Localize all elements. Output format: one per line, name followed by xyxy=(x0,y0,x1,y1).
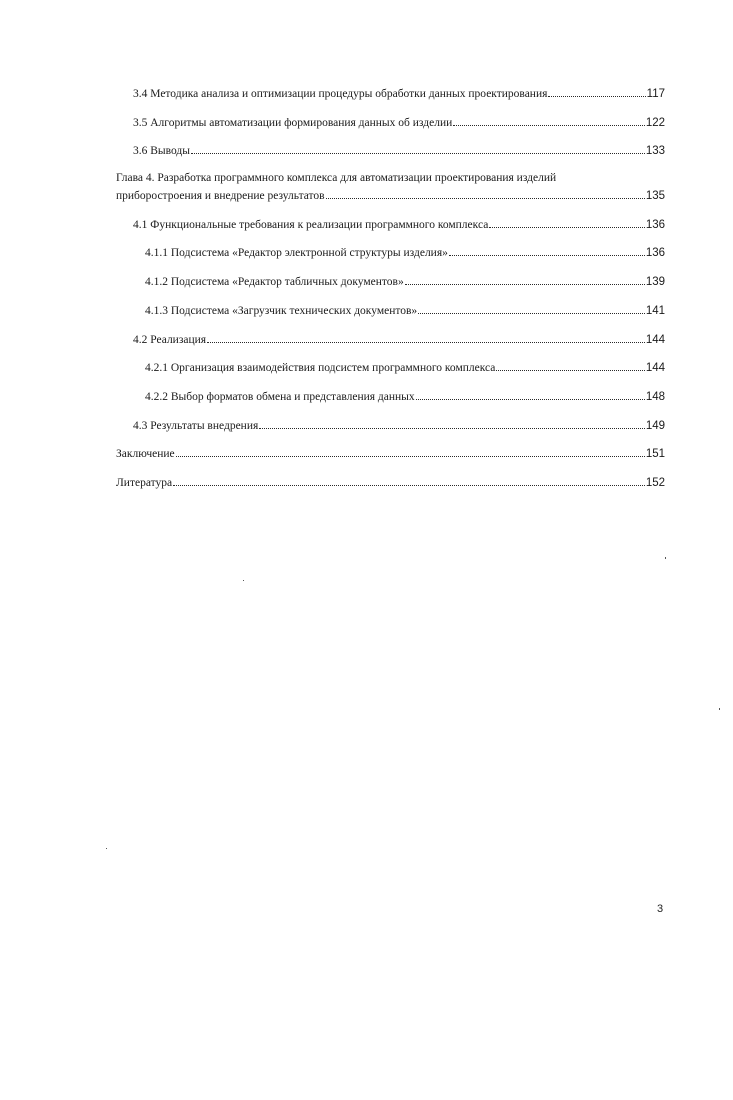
toc-entry-page: 152 xyxy=(645,477,665,489)
toc-entry-title-line1: Глава 4. Разработка программного комплекса для автоматизации проектирования изделий xyxy=(116,172,557,184)
toc-entry xyxy=(145,390,665,404)
toc-entry-title: 4.1 Функциональные требования к реализации программного комплекса xyxy=(133,219,489,231)
toc-entry-page: 149 xyxy=(645,420,665,432)
scan-speck xyxy=(719,708,720,710)
toc-entry xyxy=(133,419,665,433)
toc-entry-page: 135 xyxy=(645,190,665,202)
dot-leader xyxy=(489,218,645,228)
toc-entry-page: 144 xyxy=(645,334,665,346)
toc-entry-title: 4.2.1 Организация взаимодействия подсистем программного комплекса xyxy=(145,362,496,374)
scan-speck xyxy=(106,848,107,849)
toc-entry-page: 139 xyxy=(645,276,665,288)
dot-leader xyxy=(173,476,645,486)
toc-entry xyxy=(133,218,665,232)
dot-leader xyxy=(405,275,645,285)
toc-entry xyxy=(133,87,665,101)
page-number: 3 xyxy=(657,903,664,915)
dot-leader xyxy=(418,304,645,314)
dot-leader xyxy=(453,116,645,126)
toc-entry-page: 136 xyxy=(645,219,665,231)
toc-entry-title: 4.1.1 Подсистема «Редактор электронной структуры изделия» xyxy=(145,247,448,259)
table-of-contents xyxy=(0,0,733,520)
toc-entry xyxy=(116,447,665,461)
toc-entry xyxy=(145,275,665,289)
dot-leader xyxy=(416,390,645,400)
toc-entry-title: 4.3 Результаты внедрения xyxy=(133,420,259,432)
dot-leader xyxy=(207,333,645,343)
toc-entry-title: 3.4 Методика анализа и оптимизации процедуры обработки данных проектирования xyxy=(133,88,548,100)
toc-entry-page: 133 xyxy=(645,145,665,157)
toc-entry xyxy=(116,476,665,490)
toc-entry-title: приборостроения и внедрение результатов xyxy=(116,190,325,202)
toc-entry xyxy=(133,144,665,158)
toc-entry-title: 3.6 Выводы xyxy=(133,145,190,157)
toc-entry-page: 136 xyxy=(645,247,665,259)
dot-leader xyxy=(176,447,645,457)
toc-entry-page: 117 xyxy=(646,88,665,100)
toc-entry-title: Литература xyxy=(116,477,173,489)
dot-leader xyxy=(496,361,644,371)
toc-entry-title: 4.2.2 Выбор форматов обмена и представления данных xyxy=(145,391,415,403)
toc-entry-page: 141 xyxy=(645,305,665,317)
toc-entry-page: 122 xyxy=(645,117,665,129)
toc-entry xyxy=(133,116,665,130)
toc-entry-title: 3.5 Алгоритмы автоматизации формирования данных об изделии xyxy=(133,117,453,129)
toc-entry xyxy=(133,333,665,347)
dot-leader xyxy=(259,419,645,429)
toc-entry xyxy=(145,361,665,375)
toc-entry xyxy=(145,246,665,260)
toc-entry xyxy=(145,304,665,318)
toc-entry-title: Заключение xyxy=(116,448,175,460)
scan-speck xyxy=(243,580,244,581)
toc-entry-title: 4.1.2 Подсистема «Редактор табличных документов» xyxy=(145,276,404,288)
scan-speck xyxy=(665,557,666,559)
toc-entry-chapter xyxy=(116,171,665,203)
dot-leader xyxy=(191,144,645,154)
dot-leader xyxy=(449,246,645,256)
dot-leader xyxy=(326,189,645,199)
toc-entry-title: 4.2 Реализация xyxy=(133,334,207,346)
toc-entry-title: 4.1.3 Подсистема «Загрузчик технических документов» xyxy=(145,305,418,317)
toc-entry-page: 144 xyxy=(645,362,665,374)
toc-entry-page: 151 xyxy=(645,448,665,460)
toc-entry-page: 148 xyxy=(645,391,665,403)
dot-leader xyxy=(548,87,645,97)
